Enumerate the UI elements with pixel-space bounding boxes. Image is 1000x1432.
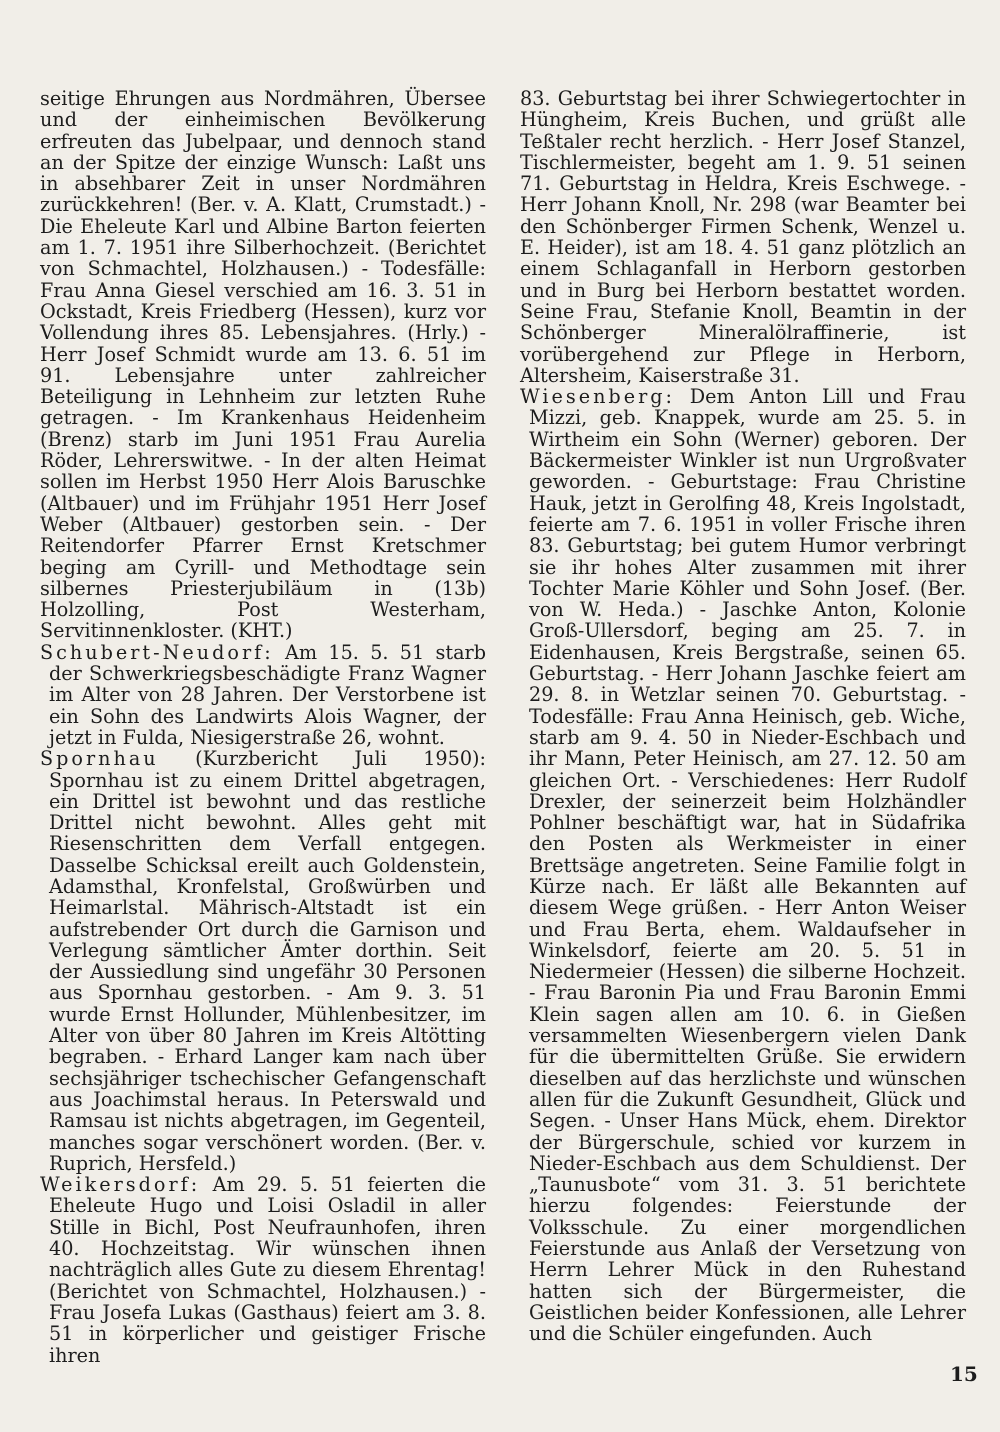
entry-text: (Kurzbericht Juli 1950): Spornhau ist zu einem Drittel abgetragen, ein Drittel ist bewohnt und das restliche Drittel nicht bewohnt. Alles geht mit Riesenschritten dem Verfall entgegen. Dasselbe Schicksal ereilt auch Goldenstein, Adamsthal, Kronfelstal, Großwürben und Heimarlstal. Mährisch-Altstadt ist ein aufstrebender Ort durch die Garnison und Verlegung sämtlicher Ämter dorthin. Seit der Aussiedlung sind ungefähr 30 Personen aus Spornhau gestorben. - Am 9. 3. 51 wurde Ernst Hollunder, Mühlenbesitzer, im Alter von über 80 Jahren im Kreis Altötting begraben. - Erhard Langer kam nach über sechsjähriger tschechischer Gefangenschaft aus Joachimstal heraus. In Peterswald und Ramsau ist nichts abgetragen, im Gegenteil, manches sogar verschönert worden. (Ber. v. Ruprich, Hersfeld.) [49, 747, 486, 1175]
place-heading: Schubert-Neudorf: [40, 640, 274, 664]
entry-spornhau [40, 748, 486, 1174]
left-column [40, 88, 486, 1366]
place-heading: Weikersdorf: [40, 1173, 201, 1197]
entry-schubert-neudorf [40, 642, 486, 748]
entry-text: Am 15. 5. 51 starb der Schwerkriegsbeschädigte Franz Wagner im Alter von 28 Jahren. Der Verstorbene ist ein Sohn des Landwirts Alois Wagner, der jetzt in Fulda, Niesigerstraße 26, wohnt. [49, 640, 486, 749]
entry-text: Dem Anton Lill und Frau Mizzi, geb. Knappek, wurde am 25. 5. in Wirtheim ein Sohn (Werner) geboren. Der Bäckermeister Winkler ist nun Urgroßvater geworden. - Geburtstage: Frau Christine Hauk, jetzt in Gerolfing 48, Kreis Ingolstadt, feierte am 7. 6. 1951 in voller Frische ihren 83. Geburtstag; bei gutem Humor verbringt sie ihr hohes Alter zusammen mit ihrer Tochter Marie Köhler und Sohn Josef. (Ber. von W. Heda.) - Jaschke Anton, Kolonie Groß-Ullersdorf, beging am 25. 7. in Eidenhausen, Kreis Bergstraße, seinen 65. Geburtstag. - Herr Johann Jaschke feiert am 29. 8. in Wetzlar seinen 70. Geburtstag. - Todesfälle: Frau Anna Heinisch, geb. Wiche, starb am 9. 4. 50 in Nieder-Eschbach und ihr Mann, Peter Heinisch, am 27. 12. 50 am gleichen Ort. - Verschiedenes: Herr Rudolf Drexler, der seinerzeit beim Holzhändler Pohlner beschäftigt war, hat in Südafrika den Posten als Werkmeister in einer Brettsäge angetreten. Seine Familie folgt in Kürze nach. Er läßt alle Bekannten auf diesem Wege grüßen. - Herr Anton Weiser und Frau Berta, ehem. Waldaufseher in Winkelsdorf, feierte am 20. 5. 51 in Niedermeier (Hessen) die silberne Hochzeit. - Frau Baronin Pia und Frau Baronin Emmi Klein sagen allen am 10. 6. in Gießen versammelten Wiesenbergern vielen Dank für die übermittelten Grüße. Sie erwidern dieselben auf das herzlichste und wünschen allen für die Zukunft Gesundheit, Glück und Segen. - Unser Hans Mück, ehem. Direktor der Bürgerschule, schied vor kurzem in Nieder-Eschbach aus dem Schuldienst. Der „Taunusbote“ vom 31. 3. 51 berichtete hierzu folgendes: Feierstunde der Volksschule. Zu einer morgendlichen Feierstunde aus Anlaß der Versetzung von Herrn Lehrer Mück in den Ruhestand hatten sich der Bürgermeister, die Geistlichen beider Konfessionen, alle Lehrer und die Schüler eingefunden. Auch [529, 385, 966, 1346]
right-column [520, 88, 966, 1345]
page-number: 15 [950, 1362, 978, 1386]
entry-weikersdorf [40, 1174, 486, 1366]
place-heading: Spornhau [40, 747, 159, 771]
entry-wiesenberg [520, 386, 966, 1344]
paragraph-continuation: 83. Geburtstag bei ihrer Schwiegertochter in Hüngheim, Kreis Buchen, und grüßt alle Teßtaler recht herzlich. - Herr Josef Stanzel, Tischlermeister, begeht am 1. 9. 51 seinen 71. Geburtstag in Heldra, Kreis Eschwege. - Herr Johann Knoll, Nr. 298 (war Beamter bei den Schönberger Firmen Schenk, Wenzel u. E. Heider), ist am 18. 4. 51 ganz plötzlich an einem Schlaganfall in Herborn gestorben und in Burg bei Herborn bestattet worden. Seine Frau, Stefanie Knoll, Beamtin in der Schönberger Mineralölraffinerie, ist vorübergehend zur Pflege in Herborn, Altersheim, Kaiserstraße 31. [520, 87, 966, 387]
paragraph-continuation: seitige Ehrungen aus Nordmähren, Übersee und der einheimischen Bevölkerung erfreuten das Jubelpaar, und dennoch stand an der Spitze der einzige Wunsch: Laßt uns in absehbarer Zeit in unser Nordmähren zurückkehren! (Ber. v. A. Klatt, Crumstadt.) - Die Eheleute Karl und Albine Barton feierten am 1. 7. 1951 ihre Silberhochzeit. (Berichtet von Schmachtel, Holzhausen.) - Todesfälle: Frau Anna Giesel verschied am 16. 3. 51 in Ockstadt, Kreis Friedberg (Hessen), kurz vor Vollendung ihres 85. Lebensjahres. (Hrly.) - Herr Josef Schmidt wurde am 13. 6. 51 im 91. Lebensjahre unter zahlreicher Beteiligung in Lehnheim zur letzten Ruhe getragen. - Im Krankenhaus Heidenheim (Brenz) starb im Juni 1951 Frau Aurelia Röder, Lehrerswitwe. - In der alten Heimat sollen im Herbst 1950 Herr Alois Baruschke (Altbauer) und im Frühjahr 1951 Herr Josef Weber (Altbauer) gestorben sein. - Der Reitendorfer Pfarrer Ernst Kretschmer beging am Cyrill- und Methodtage sein silbernes Priesterjubiläum in (13b) Holzolling, Post Westerham, Servitinnenkloster. (KHT.) [40, 87, 486, 643]
place-heading: Wiesenberg: [520, 385, 675, 409]
entry-text: Am 29. 5. 51 feierten die Eheleute Hugo und Loisi Osladil in aller Stille in Bichl, Post Neufraunhofen, ihren 40. Hochzeitstag. Wir wünschen ihnen nachträglich alles Gute zu diesem Ehrentag! (Berichtet von Schmachtel, Holzhausen.) - Frau Josefa Lukas (Gasthaus) feiert am 3. 8. 51 in körperlicher und geistiger Frische ihren [49, 1173, 486, 1367]
